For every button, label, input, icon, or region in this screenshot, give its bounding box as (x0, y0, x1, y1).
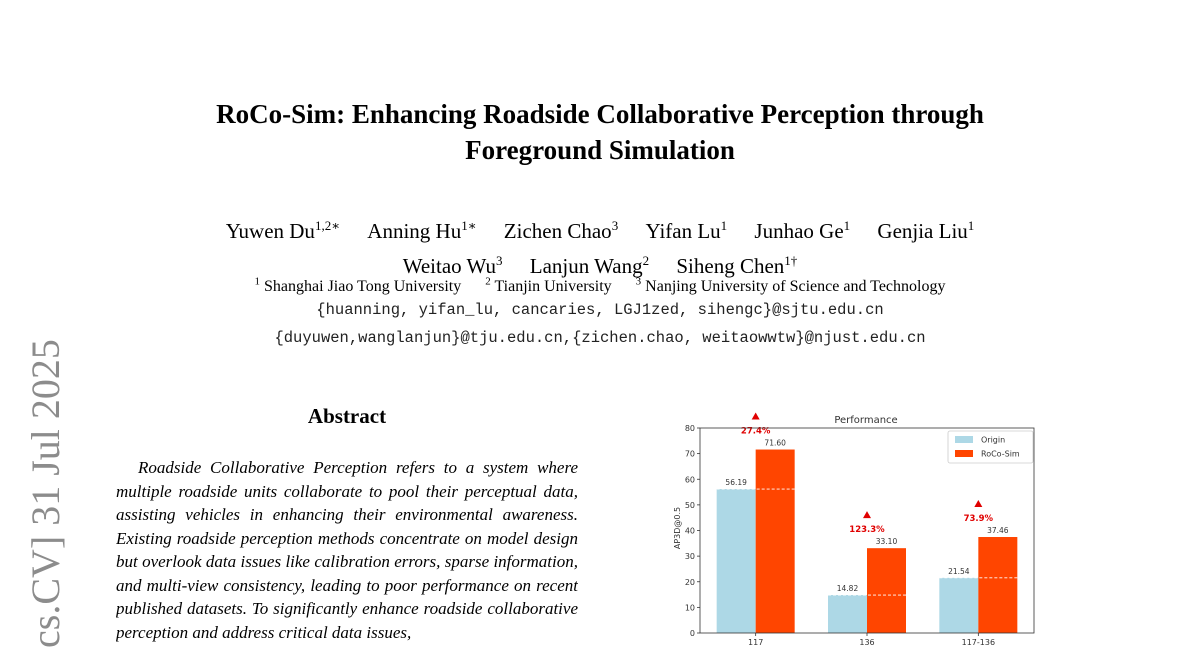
affiliation (255, 278, 462, 295)
value-label-rocosim: 71.60 (764, 438, 786, 448)
author-name: Yuwen Du (225, 219, 315, 243)
affiliation-name: Tianjin University (494, 278, 612, 296)
author-name: Weitao Wu (402, 254, 497, 278)
value-label-origin: 21.54 (948, 566, 970, 576)
paper-title (150, 96, 1050, 168)
value-label-rocosim: 33.10 (875, 537, 898, 547)
author (754, 219, 850, 243)
performance-figure (670, 408, 1045, 648)
title-line-1: RoCo-Sim: Enhancing Roadside Collaborative Perception through (216, 99, 984, 129)
y-tick-label: 0 (689, 629, 695, 638)
author-name: Zichen Chao (503, 219, 612, 243)
author (645, 219, 727, 243)
affiliation-mark: 3 (635, 276, 642, 288)
author-affiliation-mark: 1 (967, 218, 975, 233)
author (226, 219, 340, 243)
bar-origin (939, 578, 978, 633)
author-affiliation-mark: 1 (843, 218, 851, 233)
x-tick-label: 117-136 (961, 638, 996, 647)
affiliation-name: Nanjing University of Science and Technology (645, 278, 946, 296)
author-name: Yifan Lu (645, 219, 721, 243)
abstract-heading: Abstract (307, 404, 387, 428)
bar-origin (717, 489, 756, 633)
email-line-2: {duyuwen,wanglanjun}@tju.edu.cn,{zichen.chao, weitaowwtw}@njust.edu.cn (274, 329, 926, 347)
x-axis-ticks (748, 633, 995, 647)
y-axis-ticks (685, 424, 700, 638)
y-axis-label: AP3D@0.5 (673, 506, 682, 550)
improvement-arrow-icon (752, 413, 760, 420)
author-name: Genjia Liu (877, 219, 968, 243)
legend (948, 431, 1033, 463)
author-row-1 (150, 211, 1050, 246)
improvement-label: 27.4% (740, 426, 771, 437)
improvement-arrow-icon (863, 511, 871, 518)
abstract-body: Roadside Collaborative Perception refers to a system where multiple roadside units collaborate to pool their perceptual data, assisting vehicles in enhancing their environmental awareness. Existing roadside perception methods concentrate on model design but overlook data issues like calibration errors, sparse information, and multi-view consistency, leading to poor performance on recent published datasets. To significantly enhance roadside collaborative perception and address critical data issues, (116, 458, 578, 642)
legend-swatch-rocosim (955, 450, 973, 457)
chart-title: Performance (834, 415, 898, 426)
improvement-label: 73.9% (963, 514, 994, 525)
author (504, 219, 618, 243)
author-affiliation-mark: 2 (642, 253, 650, 268)
x-tick-label: 117 (748, 638, 764, 647)
arxiv-identifier: cs.CV] 31 Jul 2025 (23, 339, 68, 648)
author (877, 219, 974, 243)
improvement-arrow-icon (974, 500, 982, 507)
author-affiliation-mark: 1† (784, 253, 798, 268)
author-affiliation-mark: 3 (496, 253, 503, 268)
y-tick-label: 80 (684, 424, 695, 433)
affiliation-mark: 1 (254, 276, 261, 288)
improvement-label: 123.3% (849, 525, 885, 536)
affiliation-mark: 2 (485, 276, 491, 288)
author-affiliation-mark: 1,2∗ (314, 218, 341, 233)
email-line-1: {huanning, yifan_lu, cancaries, LGJ1zed, sihengc}@sjtu.edu.cn (316, 301, 884, 319)
author-name: Anning Hu (367, 219, 462, 243)
y-tick-label: 20 (684, 577, 695, 587)
performance-bar-chart (670, 408, 1045, 648)
affiliation-name: Shanghai Jiao Tong University (264, 278, 462, 296)
value-label-origin: 56.19 (725, 478, 747, 488)
author-affiliation-mark: 3 (611, 218, 619, 233)
y-tick-label: 60 (684, 475, 695, 485)
value-label-rocosim: 37.46 (987, 526, 1009, 536)
y-tick-label: 50 (684, 500, 695, 510)
affiliation (485, 278, 611, 295)
bar-rocosim (978, 537, 1017, 633)
author-affiliation-mark: 1 (720, 218, 728, 233)
x-tick-label: 136 (859, 638, 875, 647)
legend-label-origin: Origin (981, 435, 1006, 445)
bar-rocosim (756, 450, 795, 633)
y-tick-label: 30 (684, 552, 695, 562)
author-name: Junhao Ge (754, 219, 844, 243)
bar-origin (828, 595, 867, 633)
author-name: Siheng Chen (676, 254, 785, 278)
title-line-2: Foreground Simulation (465, 135, 735, 165)
bar-group (717, 450, 1018, 633)
author-name: Lanjun Wang (529, 254, 643, 278)
affiliations (150, 271, 1050, 298)
legend-label-rocosim: RoCo-Sim (981, 449, 1020, 459)
legend-swatch-origin (955, 436, 973, 443)
author (367, 219, 476, 243)
y-tick-label: 40 (684, 526, 695, 536)
bar-rocosim (867, 548, 906, 633)
value-label-origin: 14.82 (836, 584, 859, 594)
y-tick-label: 70 (684, 449, 695, 459)
author-affiliation-mark: 1∗ (461, 218, 477, 233)
y-tick-label: 10 (684, 603, 695, 613)
affiliation (636, 278, 946, 295)
